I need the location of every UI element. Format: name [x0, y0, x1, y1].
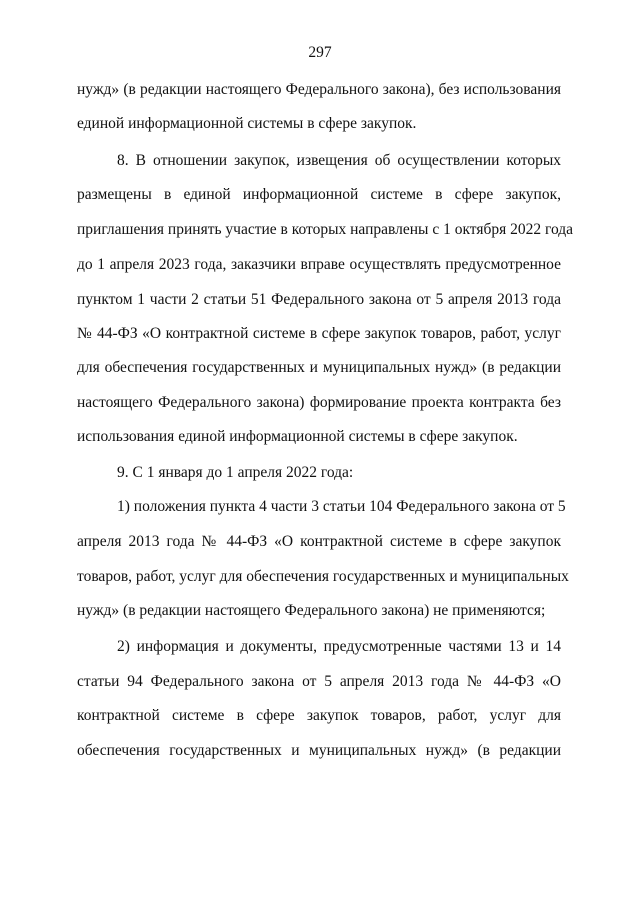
text-line: 1) положения пункта 4 части 3 статьи 104 Федерального закона от 5 [117, 498, 566, 515]
text-line: апреля 2013 года № 44-ФЗ «О контрактной системе в сфере закупок [77, 533, 561, 550]
text-line: приглашения принять участие в которых направлены с 1 октября 2022 года [77, 221, 574, 238]
text-line: товаров, работ, услуг для обеспечения государственных и муниципальных [77, 568, 569, 585]
text-line: нужд» (в редакции настоящего Федерального закона) не применяются; [77, 602, 546, 619]
text-line: до 1 апреля 2023 года, заказчики вправе осуществлять предусмотренное [77, 256, 561, 273]
text-line: настоящего Федерального закона) формирование проекта контракта без [77, 394, 561, 411]
text-line: статьи 94 Федерального закона от 5 апреля 2013 года № 44-ФЗ «О [77, 673, 561, 690]
text-line: использования единой информационной системы в сфере закупок. [77, 428, 518, 445]
text-line: для обеспечения государственных и муниципальных нужд» (в редакции [77, 359, 561, 376]
text-line: контрактной системе в сфере закупок товаров, работ, услуг для [77, 707, 561, 724]
text-line: 9. С 1 января до 1 апреля 2022 года: [117, 464, 354, 481]
text-line: размещены в единой информационной системе в сфере закупок, [77, 186, 561, 203]
text-line: обеспечения государственных и муниципальных нужд» (в редакции [77, 742, 561, 759]
text-line: 2) информация и документы, предусмотренные частями 13 и 14 [117, 638, 561, 655]
text-line: единой информационной системы в сфере закупок. [77, 115, 417, 132]
text-line: пунктом 1 части 2 статьи 51 Федерального закона от 5 апреля 2013 года [77, 291, 561, 308]
text-line: № 44-ФЗ «О контрактной системе в сфере закупок товаров, работ, услуг [77, 325, 561, 342]
page-number: 297 [308, 44, 332, 61]
text-line: нужд» (в редакции настоящего Федерального закона), без использования [77, 81, 561, 98]
text-line: 8. В отношении закупок, извещения об осуществлении которых [117, 152, 561, 169]
